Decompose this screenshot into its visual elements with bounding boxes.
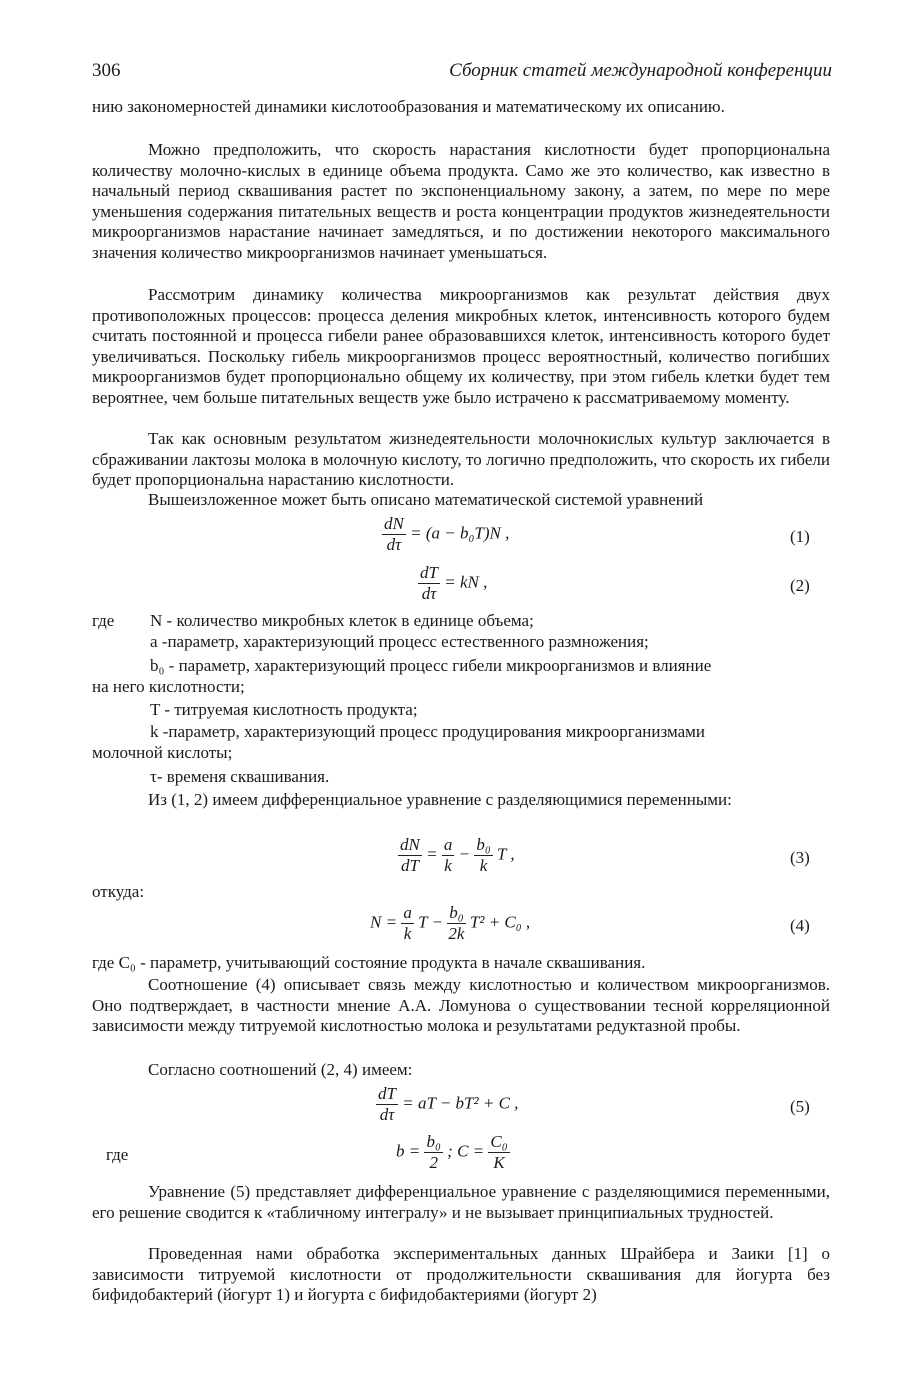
- def-k-cont: молочной кислоты;: [92, 743, 233, 762]
- equation-2: $\frac{dT}{d\tau}$ = kN ,: [420, 563, 488, 603]
- def-T: T - титруемая кислотность продукта;: [150, 700, 418, 719]
- equation-4: N = $\frac{a}{k}$ T − $\frac{\text{b₀}}{2k}$ T² + C₀ ,: [370, 903, 531, 943]
- equation-3: $\frac{dN}{dT}$ = $\frac{a}{k}$ − $\frac{\text{b₀}}{k}$ T ,: [400, 835, 515, 875]
- page-header: [92, 60, 832, 88]
- paragraph-eq5-desc: Уравнение (5) представляет дифференциальное уравнение с разделяющимися переменными, его решение сводится к «табличному интегралу» и не вызывает принципиальных трудностей.: [92, 1182, 830, 1222]
- paragraph-hypothesis: Можно предположить, что скорость нарастания кислотности будет пропорциональна количеству молочно-кислых в единице объема продукта. Само же это количество, как известно в начальный период сквашивания растет по экспоненциальному закону, а затем, по мере по мере уменьшения содержания питательных веществ и роста концентрации продуктов жизнедеятельности микроорганизмов нарастание начинает замедляться, и по достижении некоторого максимального значения количество микроорганизмов начинает уменьшаться.: [92, 140, 830, 262]
- def-tau: τ- временя сквашивания.: [150, 767, 330, 786]
- paragraph-dynamics: Рассмотрим динамику количества микроорганизмов как результат действия двух противоположных процессов: процесса деления микробных клеток, интенсивность которого будем считать постоянной и процесса гибели ранее образовавшихся клеток, интенсивность которого будет увеличиваться. Поскольку гибель микроорганизмов процесс вероятностный, количество погибших микроорганизмов будет пропорционально общему их количеству, при этом гибель клетки будет тем вероятнее, чем больше питательных веществ уже было истрачено к рассматриваемому моменту.: [92, 285, 830, 407]
- whence-label: откуда:: [92, 882, 145, 901]
- def-b0: b₀ - параметр, характеризующий процесс гибели микроорганизмов и влияние: [150, 656, 712, 675]
- running-title: Сборник статей международной конференции: [449, 60, 832, 81]
- paragraph-experimental: Проведенная нами обработка экспериментальных данных Шрайбера и Заики [1] о зависимости титруемой кислотности от продолжительности сквашивания для йогурта без бифидобактерий (йогурт 1) и йогурта с бифидобактериями (йогурт 2): [92, 1244, 830, 1305]
- equation-3-number: (3): [790, 848, 810, 867]
- where-label-2: где: [106, 1145, 129, 1164]
- equation-5: $\frac{dT}{d\tau}$ = aT − bT² + C ,: [378, 1084, 519, 1124]
- equation-1: $\frac{dN}{d\tau}$ = (a − b₀T)N ,: [384, 514, 510, 554]
- paragraph-system-intro: Вышеизложенное может быть описано математической системой уравнений: [148, 490, 704, 509]
- def-N: N - количество микробных клеток в единице объема;: [150, 611, 534, 630]
- paragraph-c0: где C₀ - параметр, учитывающий состояние продукта в начале сквашивания.: [92, 953, 646, 972]
- paragraph-from-12: Из (1, 2) имеем дифференциальное уравнение с разделяющимися переменными:: [148, 790, 732, 809]
- paragraph-relation-4: Соотношение (4) описывает связь между кислотностью и количеством микроорганизмов. Оно подтверждает, в частности мнение А.А. Ломунова о существовании тесной корреляционной зависимости между титруемой кислотностью молока и результатами редуктазной пробы.: [92, 975, 830, 1036]
- def-b0-cont: на него кислотности;: [92, 677, 245, 696]
- def-a: a -параметр, характеризующий процесс естественного размножения;: [150, 632, 649, 651]
- equation-2-number: (2): [790, 576, 810, 595]
- equation-1-number: (1): [790, 527, 810, 546]
- page-number: 306: [92, 60, 121, 81]
- equation-4-number: (4): [790, 916, 810, 935]
- where-label: где: [92, 611, 115, 630]
- paragraph-fermentation: Так как основным результатом жизнедеятельности молочнокислых культур заключается в сбраживании лактозы молока в молочную кислоту, то логично предположить, что скорость их гибели будет пропорциональна нарастанию кислотности.: [92, 429, 830, 490]
- paragraph-according: Согласно соотношений (2, 4) имеем:: [148, 1060, 413, 1079]
- equation-5-number: (5): [790, 1097, 810, 1116]
- paragraph-continuation: нию закономерностей динамики кислотообразования и математическому их описанию.: [92, 97, 725, 116]
- equation-5-params: b = $\frac{\text{b₀}}{2}$ ; C = $\frac{\text{C₀}}{K}$: [396, 1132, 508, 1172]
- def-k: k -параметр, характеризующий процесс продуцирования микроорганизмами: [150, 722, 706, 741]
